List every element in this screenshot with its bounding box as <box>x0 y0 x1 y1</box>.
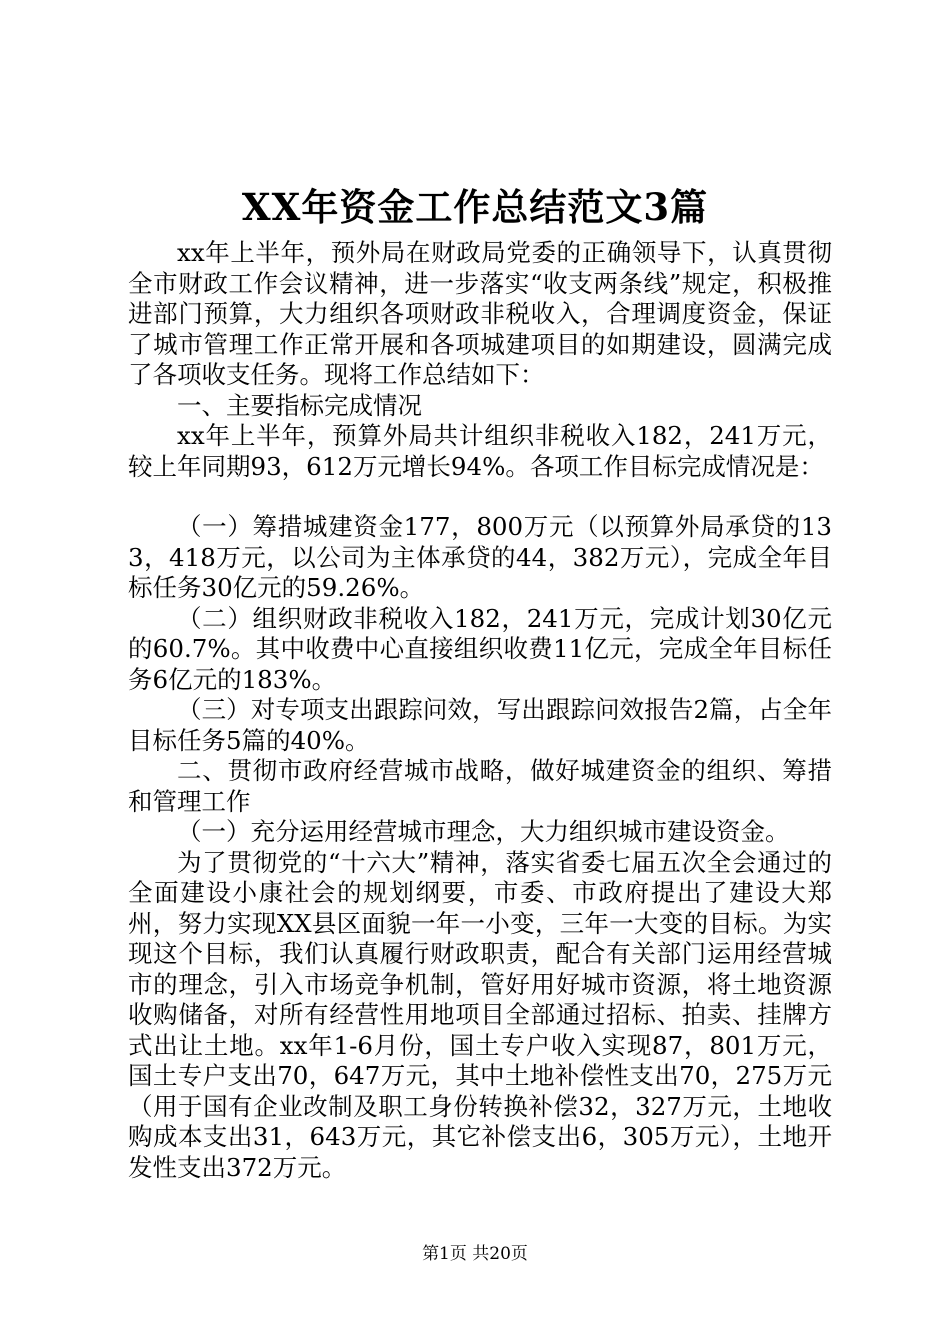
paragraph-item-1: （一）筹措城建资金177，800万元（以预算外局承贷的133，418万元，以公司为主体承贷的44，382万元），完成全年目标任务30亿元的59.26%。 <box>128 512 832 602</box>
paragraph-item-2: （二）组织财政非税收入182，241万元，完成计划30亿元的60.7%。其中收费中心直接组织收费11亿元，完成全年目标任务6亿元的183%。 <box>128 603 832 694</box>
paragraph-land-funds: 为了贯彻党的“十六大”精神，落实省委七届五次全会通过的全面建设小康社会的规划纲要，市委、市政府提出了建设大郑州，努力实现XX县区面貌一年一小变，三年一大变的目标。为实现这个目标，我们认真履行财政职责，配合有关部门运用经营城市的理念，引入市场竞争机制，管好用好城市资源，将土地资源收购储备，对所有经营性用地项目全部通过招标、拍卖、挂牌方式出让土地。xx年1-6月份，国土专户收入实现87，801万元，国土专户支出70，647万元，其中土地补偿性支出70，275万元（用于国有企业改制及职工身份转换补偿32，327万元，土地收购成本支出31，643万元，其它补偿支出6，305万元），土地开发性支出372万元。 <box>128 847 832 1182</box>
page-footer: 第1页 共20页 <box>422 1244 528 1264</box>
section-heading-main-indicators: 一、主要指标完成情况 <box>177 390 422 420</box>
document-title: XX年资金工作总结范文3篇 <box>241 185 709 229</box>
paragraph-item-3: （三）对专项支出跟踪问效，写出跟踪问效报告2篇，占全年目标任务5篇的40%。 <box>128 695 832 755</box>
paragraph-revenue-summary: xx年上半年，预算外局共计组织非税收入182，241万元，较上年同期93，612万元增长94%。各项工作目标完成情况是： <box>128 421 832 481</box>
document-body <box>128 238 832 1183</box>
subsection-heading-1: （一）充分运用经营城市理念，大力组织城市建设资金。 <box>177 817 790 846</box>
section-heading-city-strategy: 二、贯彻市政府经营城市战略，做好城建资金的组织、筹措和管理工作 <box>128 756 832 816</box>
paragraph-intro: xx年上半年，预外局在财政局党委的正确领导下，认真贯彻全市财政工作会议精神，进一步落实“收支两条线”规定，积极推进部门预算，大力组织各项财政非税收入，合理调度资金，保证了城市管理工作正常开展和各项城建项目的如期建设，圆满完成了各项收支任务。现将工作总结如下： <box>128 238 832 389</box>
